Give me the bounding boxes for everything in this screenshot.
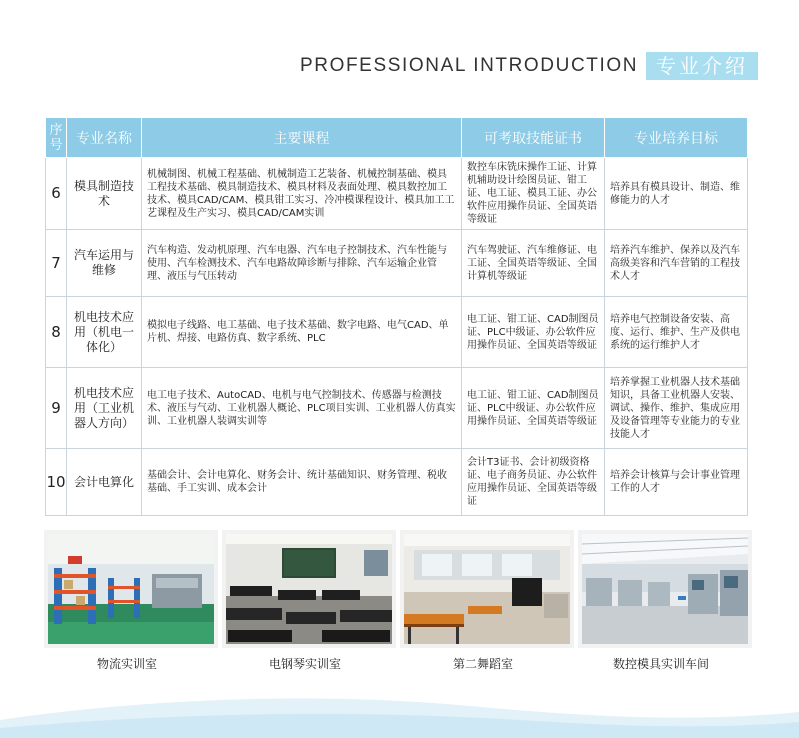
header-title-english: PROFESSIONAL INTRODUCTION	[300, 55, 639, 76]
page-header	[300, 50, 750, 82]
table-row	[46, 368, 748, 449]
major-name: 机电技术应用（机电一体化）	[67, 297, 142, 368]
column-header-certificates: 可考取技能证书	[462, 118, 605, 158]
major-certificates: 会计T3证书、会计初级资格证、电子商务员证、办公软件应用操作员证、全国英语等级证	[462, 449, 605, 516]
major-certificates: 电工证、钳工证、CAD制图员证、PLC中级证、办公软件应用操作员证、全国英语等级证	[462, 368, 605, 449]
major-name: 机电技术应用（工业机器人方向）	[67, 368, 142, 449]
major-courses: 汽车构造、发动机原理、汽车电器、汽车电子控制技术、汽车性能与使用、汽车检测技术、汽车电路故障诊断与排除、汽车运输企业管理、液压与气压转动	[142, 230, 462, 297]
major-courses: 机械制图、机械工程基础、机械制造工艺装备、机械控制基础、模具工程技术基础、模具制造技术、模具材料及表面处理、模具数控加工技术、模具CAD/CAM、模具钳工实习、冷冲模课程设计、模具加工工艺课程及生产实习、模具CAD/CAM实训	[142, 158, 462, 230]
major-goal: 培养掌握工业机器人技术基础知识，具备工业机器人安装、调试、操作、维护、集成应用及设备管理等专业能力的专业技能人才	[605, 368, 748, 449]
table-row	[46, 297, 748, 368]
cnc-mould-workshop-photo	[578, 530, 752, 648]
row-number: 9	[46, 368, 67, 449]
row-number: 10	[46, 449, 67, 516]
row-number: 7	[46, 230, 67, 297]
major-goal: 培养汽车维护、保养以及汽车高级美容和汽车营销的工程技术人才	[605, 230, 748, 297]
major-name: 汽车运用与维修	[67, 230, 142, 297]
photo-gallery	[44, 530, 748, 652]
electric-piano-room-photo	[222, 530, 396, 648]
photo-caption: 电钢琴实训室	[268, 657, 341, 671]
major-courses: 基础会计、会计电算化、财务会计、统计基础知识、财务管理、税收基础、手工实训、成本会计	[142, 449, 462, 516]
column-header-courses: 主要课程	[142, 118, 462, 158]
program-table	[45, 117, 748, 516]
logistics-training-room-photo	[44, 530, 218, 648]
major-certificates: 汽车驾驶证、汽车维修证、电工证、全国英语等级证、全国计算机等级证	[462, 230, 605, 297]
photo-caption: 物流实训室	[96, 657, 157, 671]
column-header-goal: 专业培养目标	[605, 118, 748, 158]
table-row	[46, 230, 748, 297]
major-goal: 培养电气控制设备安装、高度、运行、维护、生产及供电系统的运行维护人才	[605, 297, 748, 368]
dance-room-photo	[400, 530, 574, 648]
photo-caption: 数控模具实训车间	[612, 657, 709, 671]
decorative-wave	[0, 688, 799, 738]
row-number: 8	[46, 297, 67, 368]
major-goal: 培养具有模具设计、制造、维修能力的人才	[605, 158, 748, 230]
table-header-row	[46, 118, 748, 158]
major-courses: 模拟电子线路、电工基础、电子技术基础、数字电路、电气CAD、单片机、焊接、电路仿真、数字系统、PLC	[142, 297, 462, 368]
row-number: 6	[46, 158, 67, 230]
table-row	[46, 158, 748, 230]
column-header-number: 序号	[46, 118, 67, 158]
table-row	[46, 449, 748, 516]
column-header-major-name: 专业名称	[67, 118, 142, 158]
major-name: 会计电算化	[67, 449, 142, 516]
major-goal: 培养会计核算与会计事业管理工作的人才	[605, 449, 748, 516]
major-certificates: 电工证、钳工证、CAD制图员证、PLC中级证、办公软件应用操作员证、全国英语等级证	[462, 297, 605, 368]
photo-caption: 第二舞蹈室	[452, 657, 513, 671]
header-title-chinese: 专业介绍	[646, 52, 758, 80]
major-certificates: 数控车床铣床操作工证、计算机辅助设计绘图员证、钳工证、电工证、模具工证、办公软件应用操作员证、全国英语等级证	[462, 158, 605, 230]
major-name: 模具制造技术	[67, 158, 142, 230]
major-courses: 电工电子技术、AutoCAD、电机与电气控制技术、传感器与检测技术、液压与气动、工业机器人概论、PLC项目实训、工业机器人仿真实训、工业机器人装调实训等	[142, 368, 462, 449]
